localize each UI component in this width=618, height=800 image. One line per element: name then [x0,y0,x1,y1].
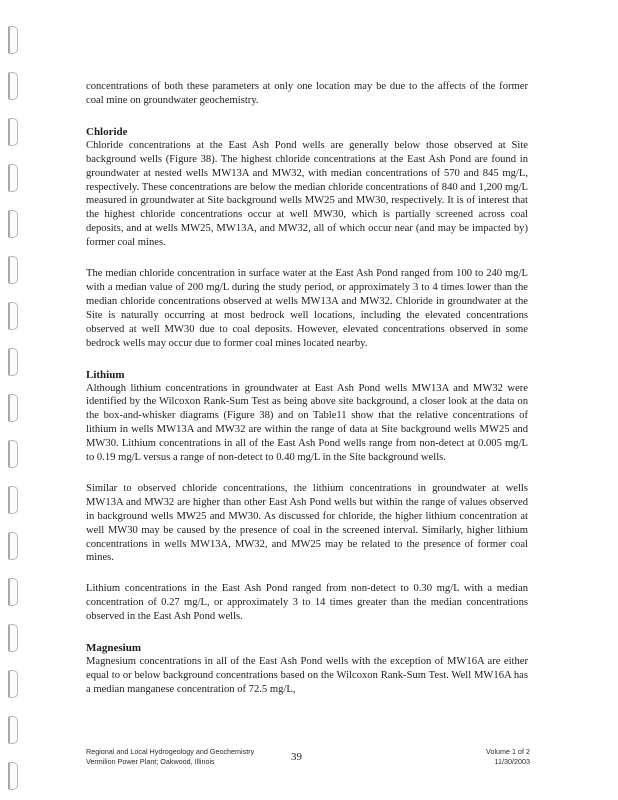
footer-location: Vermilion Power Plant; Oakwood, Illinois [86,757,215,766]
chloride-heading: Chloride [86,125,128,138]
binder-hole [8,716,18,744]
lithium-paragraph-3: Lithium concentrations in the East Ash Pond ranged from non-detect to 0.30 mg/L with a median concentration of 0.27 mg/L, or approximately 3 to 14 times greater than the median concentrations observed in the East Ash Pond wells. [86,583,528,623]
binder-hole [8,532,18,560]
binder-hole [8,624,18,652]
binder-hole [8,440,18,468]
page-number: 39 [291,751,302,763]
footer-right [486,747,530,767]
binder-hole [8,578,18,606]
document-body [86,80,528,714]
lithium-paragraph-2: Similar to observed chloride concentrations, the lithium concentrations in groundwater at wells MW13A and MW32 are higher than other East Ash Pond wells but within the range of values observed in background wells MW25 and MW30. As discussed for chloride, the higher lithium concentration at well MW30 may be caused by the presence of coal in the screened interval. Similarly, higher lithium concentrations in wells MW13A, MW32, and MW25 may be related to the presence of former coal mines. [86,482,528,564]
lithium-paragraph-1: Although lithium concentrations in groundwater at East Ash Pond wells MW13A and MW32 were identified by the Wilcoxon Rank-Sum Test as being above site background, a closer look at the data on the box-and-whisker diagrams (Figure 38) and on Table11 show that the relative concentrations of lithium in wells MW13A and MW32 are within the range of data at Site background wells MW25 and MW30. Lithium concentrations in all of the East Ash Pond wells range from non-detect at 0.005 mg/L to 0.19 mg/L versus a range of non-detect to 0.40 mg/L in the Site background wells. [86,382,528,464]
binder-hole [8,762,18,790]
footer-left [86,747,254,767]
binder-hole [8,486,18,514]
footer-report-title: Regional and Local Hydrogeology and Geochemistry [86,747,255,756]
binder-hole [8,210,18,238]
intro-paragraph: concentrations of both these parameters at only one location may be due to the affects of the former coal mine on groundwater geochemistry. [86,81,528,106]
binder-hole [8,256,18,284]
binder-hole [8,348,18,376]
page-footer [86,747,530,771]
binder-holes [4,0,20,800]
magnesium-heading: Magnesium [86,642,141,655]
binder-hole [8,118,18,146]
binder-hole [8,164,18,192]
binder-hole [8,302,18,330]
binder-hole [8,394,18,422]
chloride-paragraph-1: Chloride concentrations at the East Ash Pond wells are generally below those observed at Site background wells (Figure 38). The highest chloride concentrations at the East Ash Pond are found in groundwater at nested wells MW13A and MW32, with median concentrations of 570 and 845 mg/L, respectively. These concentrations are below the median chloride concentrations of 840 and 1,200 mg/L measured in groundwater at Site background wells MW25 and MW30, respectively. It is of interest that the highest chloride concentrations occur at well MW30, which is partially screened across coal deposits, and at wells MW25, MW13A, and MW32, all of which occur near (and may be impacted by) former coal mines. [86,139,528,249]
binder-hole [8,72,18,100]
magnesium-paragraph-1: Magnesium concentrations in all of the East Ash Pond wells with the exception of MW16A are either equal to or below background concentrations based on the Wilcoxon Rank-Sum Test. Well MW16A has a median manganese concentration of 72.5 mg/L, [86,656,528,695]
chloride-paragraph-2: The median chloride concentration in surface water at the East Ash Pond ranged from 100 to 240 mg/L with a median value of 200 mg/L during the study period, or approximately 3 to 4 times lower than the median chloride concentrations observed at wells MW13A and MW32. Chloride in groundwater at the Site is naturally occurring at most bedrock well locations, including the elevated concentrations observed at well MW30 due to coal deposits. However, elevated concentrations observed in some bedrock wells may occur due to former coal mines located nearby. [86,268,528,349]
footer-date: 11/30/2003 [494,757,530,766]
footer-volume: Volume 1 of 2 [486,747,530,756]
lithium-heading: Lithium [86,368,125,381]
binder-hole [8,26,18,54]
binder-hole [8,670,18,698]
